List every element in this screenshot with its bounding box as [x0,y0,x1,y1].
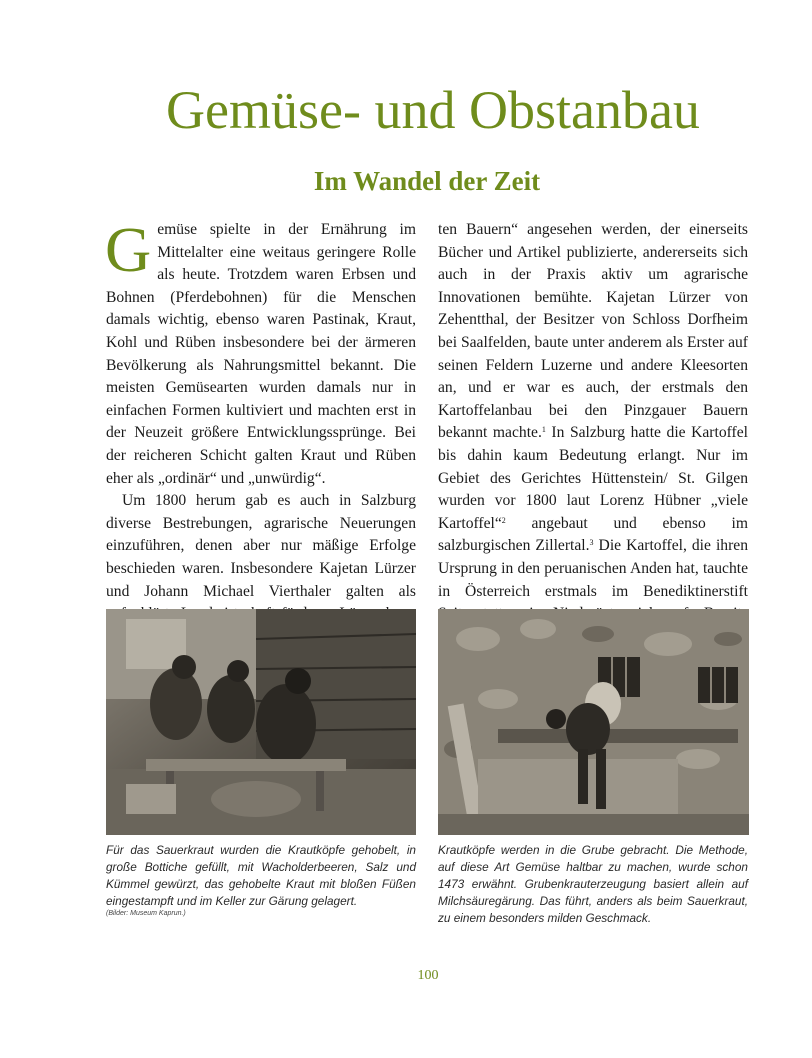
caption-right: Krautköpfe werden in die Grube gebracht. Die Methode, auf diese Art Gemüse haltbar zu machen, wurde schon 1473 erwähnt. Grubenkrauterzeugung basiert allein auf Milchsäuregärung. Das führt, anders als beim Sauerkraut, zu einem besonders milden Geschmack. [438,843,748,925]
paragraph-3-text-b: In Salzburg hatte die Kartoffel bis dahin kaum Bedeutung erlangt. Nur im Gebiet des Gerichtes Hüttenstein/ St. Gilgen wurden vor 1800 laut Lorenz Hübner „viele Kartoffel“ [438,424,748,532]
photo-sauerkraut-image [106,609,416,835]
text-column-right [438,219,748,671]
photo-grubenkraut [438,609,749,835]
paragraph-2: Um 1800 herum gab es auch in Salzburg diverse Bestrebungen, agrarische Neuerungen einzuführen, denen aber nur mäßige Erfolge beschieden waren. Insbesondere Kajetan Lürzer und Johann Michael Vierthaler galten als [106,492,416,600]
paragraph-3 [438,219,748,671]
caption-left: Für das Sauerkraut wurden die Krautköpfe gehobelt, in große Bottiche gefüllt, mit Wacholderbeeren, Salz und Kümmel gewürzt, das gehobelte Kraut mit bloßen Füßen eingestampft und im Keller zur Gärung gelagert. [106,843,416,908]
drop-cap: G [105,214,152,285]
paragraph-1-text: emüse spielte in der Ernährung im Mittelalter eine weitaus geringere Rolle als heute. Trotzdem waren Erbsen und Bohnen (Pferdebohnen) für die Menschen damals wichtig, ebenso waren Pastinak, Kraut, Kohl und Rüben insbesondere bei der ärmeren Bevölkerung als Nahrungsmittel bekannt. Die meisten Gemüsearten wurden damals nur in einfachen Formen kultiviert und machten erst in der Neuzeit größere Entwicklungssprünge. Bei der reicheren Schicht galten Kraut und Rüben eher als „ordinär“ und „unwürdig“. [106,221,416,487]
photo-sauerkraut [106,609,416,835]
text-column-left [105,214,416,648]
page-subtitle: Im Wandel der Zeit [313,166,541,196]
footnote-ref-1: 1 [541,425,546,435]
photo-credit: (Bilder: Museum Kaprun.) [106,910,186,917]
footnote-ref-2: 2 [501,515,506,525]
paragraph-3-text-a: ten Bauern“ angesehen werden, der einerseits Bücher und Artikel publizierte, andererseits sich auch in der Praxis aktiv um agrarische Innovationen bemühte. Kajetan Lürzer von Zehentthal, der Besitzer von Schloss Dorfheim bei Saalfelden, baute unter anderem als Erster auf seinen Feldern Luzerne und andere Kleesorten an, und er war es auch, der erstmals den Kartoffelanbau bei den Pinzgauer Bauern bekannt machte. [438,221,749,442]
photo-grubenkraut-image [438,609,749,835]
footnote-ref-3: 3 [589,538,594,548]
paragraph-3-text-d: Die Kartoffel, die ihren Ursprung in den peruanischen Anden hat, tauchte in Österreich erstmals im Benediktinerstift [438,537,748,600]
page-number: 100 [417,968,439,983]
paragraph-3-text-c: angebaut und ebenso im salzburgischen Zillertal. [438,514,748,555]
paragraph-1 [105,214,416,490]
page-title: Gemüse- und Obstanbau [166,80,700,140]
